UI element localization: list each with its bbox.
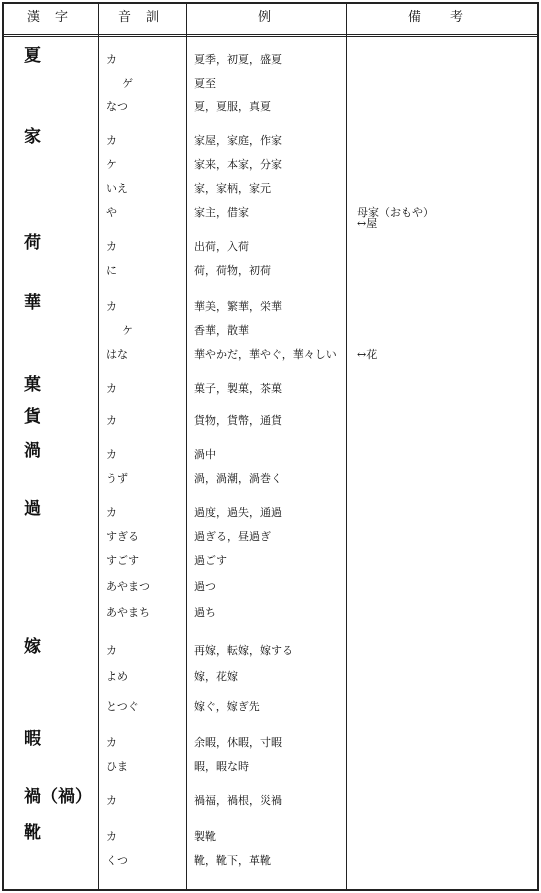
row-example: 夏，夏服，真夏 <box>194 100 271 113</box>
row-example: 香華，散華 <box>194 324 249 337</box>
table-border-left <box>2 2 4 891</box>
row-example: 渦，渦潮，渦巻く <box>194 472 282 485</box>
table-border-bottom <box>2 889 539 891</box>
row-reading: ひま <box>106 760 128 773</box>
table-border-right <box>537 2 539 891</box>
row-example: 暇，暇な時 <box>194 760 249 773</box>
row-example: 嫁ぐ，嫁ぎ先 <box>194 700 260 713</box>
row-reading: とつぐ <box>106 700 139 713</box>
row-reading: カ <box>106 506 117 519</box>
row-kanji: 華 <box>24 293 41 313</box>
row-reading: なつ <box>106 100 128 113</box>
row-reading: カ <box>106 644 117 657</box>
column-divider-2 <box>186 2 187 891</box>
row-example: 余暇，休暇，寸暇 <box>194 736 282 749</box>
row-reading: カ <box>106 240 117 253</box>
row-reading: カ <box>106 53 117 66</box>
row-example: 華やかだ，華やぐ，華々しい <box>194 348 337 361</box>
row-example: 夏季，初夏，盛夏 <box>194 53 282 66</box>
row-kanji: 渦 <box>24 441 41 461</box>
row-kanji: 荷 <box>24 233 41 253</box>
row-reading: カ <box>106 794 117 807</box>
row-reading: くつ <box>106 854 128 867</box>
row-example: 過ち <box>194 606 216 619</box>
row-reading: カ <box>106 448 117 461</box>
row-kanji: 靴 <box>24 823 41 843</box>
row-example: 過ごす <box>194 554 227 567</box>
header-divider <box>2 34 539 35</box>
row-example: 靴，靴下，革靴 <box>194 854 271 867</box>
row-example: 家，家柄，家元 <box>194 182 271 195</box>
row-example: 過つ <box>194 580 216 593</box>
header-notes: 備 考 <box>408 10 465 25</box>
header-kanji: 漢 字 <box>27 10 70 25</box>
row-kanji: 過 <box>24 499 41 519</box>
row-example: 渦中 <box>194 448 216 461</box>
row-example: 出荷，入荷 <box>194 240 249 253</box>
row-kanji: 禍（禍） <box>24 787 92 807</box>
row-example: 製靴 <box>194 830 216 843</box>
row-reading: いえ <box>106 182 128 195</box>
row-reading: カ <box>106 382 117 395</box>
row-reading: ケ <box>106 158 117 171</box>
row-example: 過度，過失，通過 <box>194 506 282 519</box>
row-example: 家屋，家庭，作家 <box>194 134 282 147</box>
row-reading: に <box>106 264 117 277</box>
row-example: 家主，借家 <box>194 206 249 219</box>
column-divider-1 <box>98 2 99 891</box>
row-example: 夏至 <box>194 77 216 90</box>
row-reading: あやまつ <box>106 580 150 593</box>
row-reading: や <box>106 206 117 219</box>
table-border-top <box>2 2 539 4</box>
header-example: 例 <box>258 10 273 25</box>
row-reading: カ <box>106 736 117 749</box>
row-example: 菓子，製菓，茶菓 <box>194 382 282 395</box>
row-example: 家来，本家，分家 <box>194 158 282 171</box>
row-kanji: 暇 <box>24 729 41 749</box>
row-reading: すぎる <box>106 530 139 543</box>
row-reading: カ <box>106 830 117 843</box>
row-reading: うず <box>106 472 128 485</box>
row-reading: カ <box>106 300 117 313</box>
row-reading: ケ <box>122 324 133 337</box>
row-example: 嫁，花嫁 <box>194 670 238 683</box>
row-example: 過ぎる，昼過ぎ <box>194 530 271 543</box>
column-divider-3 <box>346 2 347 891</box>
header-divider-2 <box>2 36 539 37</box>
row-reading: カ <box>106 414 117 427</box>
row-note: ↔花 <box>357 348 378 361</box>
row-reading: カ <box>106 134 117 147</box>
row-kanji: 嫁 <box>24 637 41 657</box>
row-note: 母家（おもや） ↔屋 <box>357 206 434 230</box>
row-example: 再嫁，転嫁，嫁する <box>194 644 293 657</box>
row-kanji: 夏 <box>24 46 41 66</box>
row-kanji: 菓 <box>24 375 41 395</box>
row-reading: ゲ <box>122 77 133 90</box>
row-example: 荷，荷物，初荷 <box>194 264 271 277</box>
row-kanji: 家 <box>24 127 41 147</box>
row-example: 華美，繁華，栄華 <box>194 300 282 313</box>
row-reading: はな <box>106 348 128 361</box>
row-reading: あやまち <box>106 606 150 619</box>
row-example: 禍福，禍根，災禍 <box>194 794 282 807</box>
row-reading: すごす <box>106 554 139 567</box>
row-kanji: 貨 <box>24 407 41 427</box>
header-reading: 音 訓 <box>118 10 161 25</box>
row-example: 貨物，貨幣，通貨 <box>194 414 282 427</box>
row-reading: よめ <box>106 670 128 683</box>
